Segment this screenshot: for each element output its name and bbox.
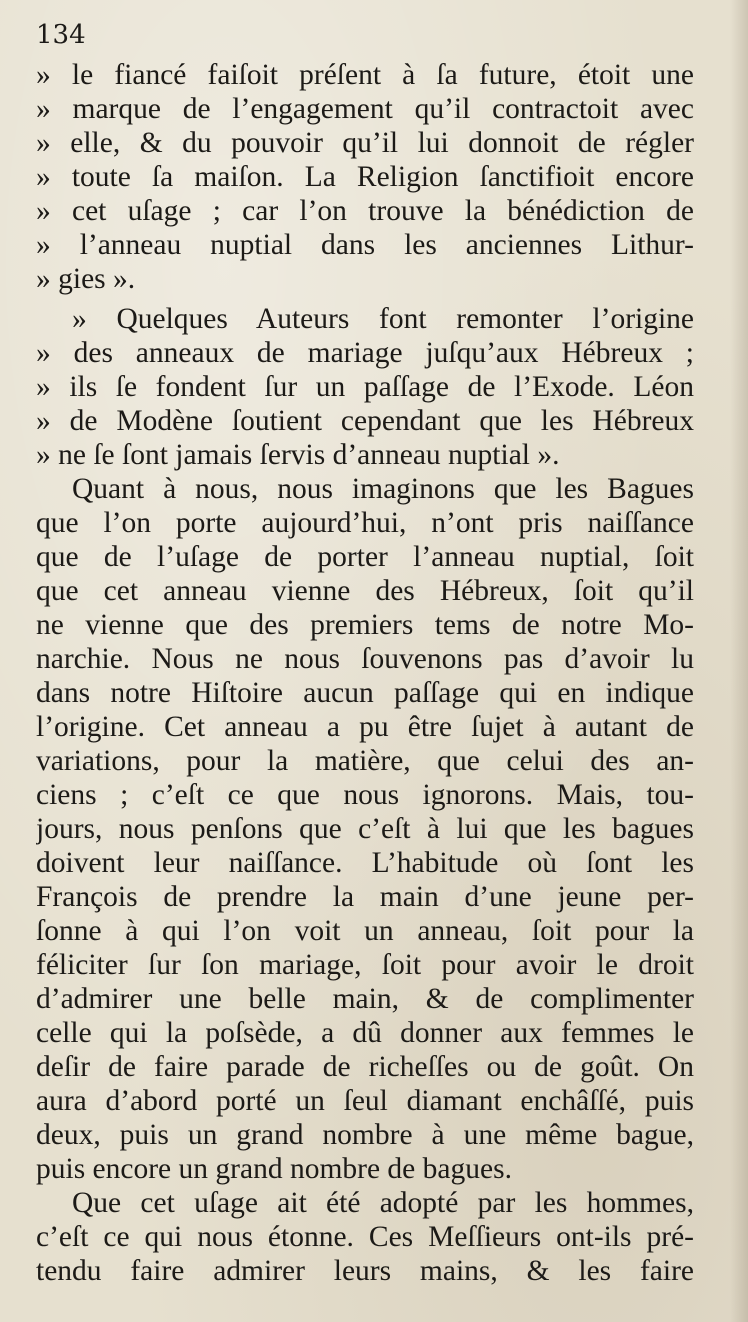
text-line: narchie. Nous ne nous ſouvenons pas d’avoir lu [36,643,694,675]
text-line: puis encore un grand nombre de bagues. [36,1153,512,1185]
text-line: » ne ſe ſont jamais ſervis d’anneau nuptial ». [36,439,560,471]
text-line: que l’on porte aujourd’hui, n’ont pris naiſſance [36,507,694,539]
text-line: doivent leur naiſſance. L’habitude où ſont les [36,847,694,879]
page-number: 134 [36,20,86,50]
text-line: » gies ». [36,263,136,295]
text-line: » cet uſage ; car l’on trouve la bénédiction de [36,195,694,227]
text-line: Que cet uſage ait été adopté par les hommes, [72,1187,694,1219]
page-edge-shadow [730,0,748,1322]
paragraph [36,302,694,472]
text-line: » l’anneau nuptial dans les anciennes Lithur- [36,229,694,261]
text-line: » ils ſe fondent ſur un paſſage de l’Exode. Léon [36,371,694,403]
text-line: que cet anneau vienne des Hébreux, ſoit qu’il [36,575,694,607]
text-line: deſir de faire parade de richeſſes ou de goût. On [36,1051,694,1083]
text-line: » le fiancé faiſoit préſent à ſa future, étoit une [36,59,694,91]
text-line: dans notre Hiſtoire aucun paſſage qui en indique [36,677,694,709]
text-line: que de l’uſage de porter l’anneau nuptial, ſoit [36,541,694,573]
text-line: d’admirer une belle main, & de complimenter [36,983,694,1015]
text-line: » des anneaux de mariage juſqu’aux Hébreux ; [36,337,694,369]
paragraph [36,1186,694,1288]
text-line: variations, pour la matière, que celui des an- [36,745,694,777]
text-line: tendu faire admirer leurs mains, & les faire [36,1255,694,1287]
text-line: celle qui la poſsède, a dû donner aux femmes le [36,1017,694,1049]
paragraph [36,58,694,296]
paragraph [36,472,694,1186]
text-line: » Quelques Auteurs font remonter l’origine [72,303,694,335]
text-line: Quant à nous, nous imaginons que les Bagues [72,473,694,505]
text-line: ciens ; c’eſt ce que nous ignorons. Mais, tou- [36,779,694,811]
text-line: aura d’abord porté un ſeul diamant enchâſſé, puis [36,1085,694,1117]
text-line: » elle, & du pouvoir qu’il lui donnoit de régler [36,127,694,159]
text-line: féliciter ſur ſon mariage, ſoit pour avoir le droit [36,949,694,981]
body-text [36,58,694,1288]
text-line: » marque de l’engagement qu’il contractoit avec [36,93,694,125]
text-line: ne vienne que des premiers tems de notre Mo- [36,609,694,641]
text-line: » de Modène ſoutient cependant que les Hébreux [36,405,694,437]
text-line: l’origine. Cet anneau a pu être ſujet à autant de [36,711,694,743]
text-line: François de prendre la main d’une jeune per- [36,881,694,913]
text-line: jours, nous penſons que c’eſt à lui que les bagues [36,813,694,845]
text-line: ſonne à qui l’on voit un anneau, ſoit pour la [36,915,694,947]
text-line: deux, puis un grand nombre à une même bague, [36,1119,694,1151]
text-line: c’eſt ce qui nous étonne. Ces Meſſieurs ont-ils pré- [36,1221,694,1253]
text-line: » toute ſa maiſon. La Religion ſanctifioit encore [36,161,694,193]
